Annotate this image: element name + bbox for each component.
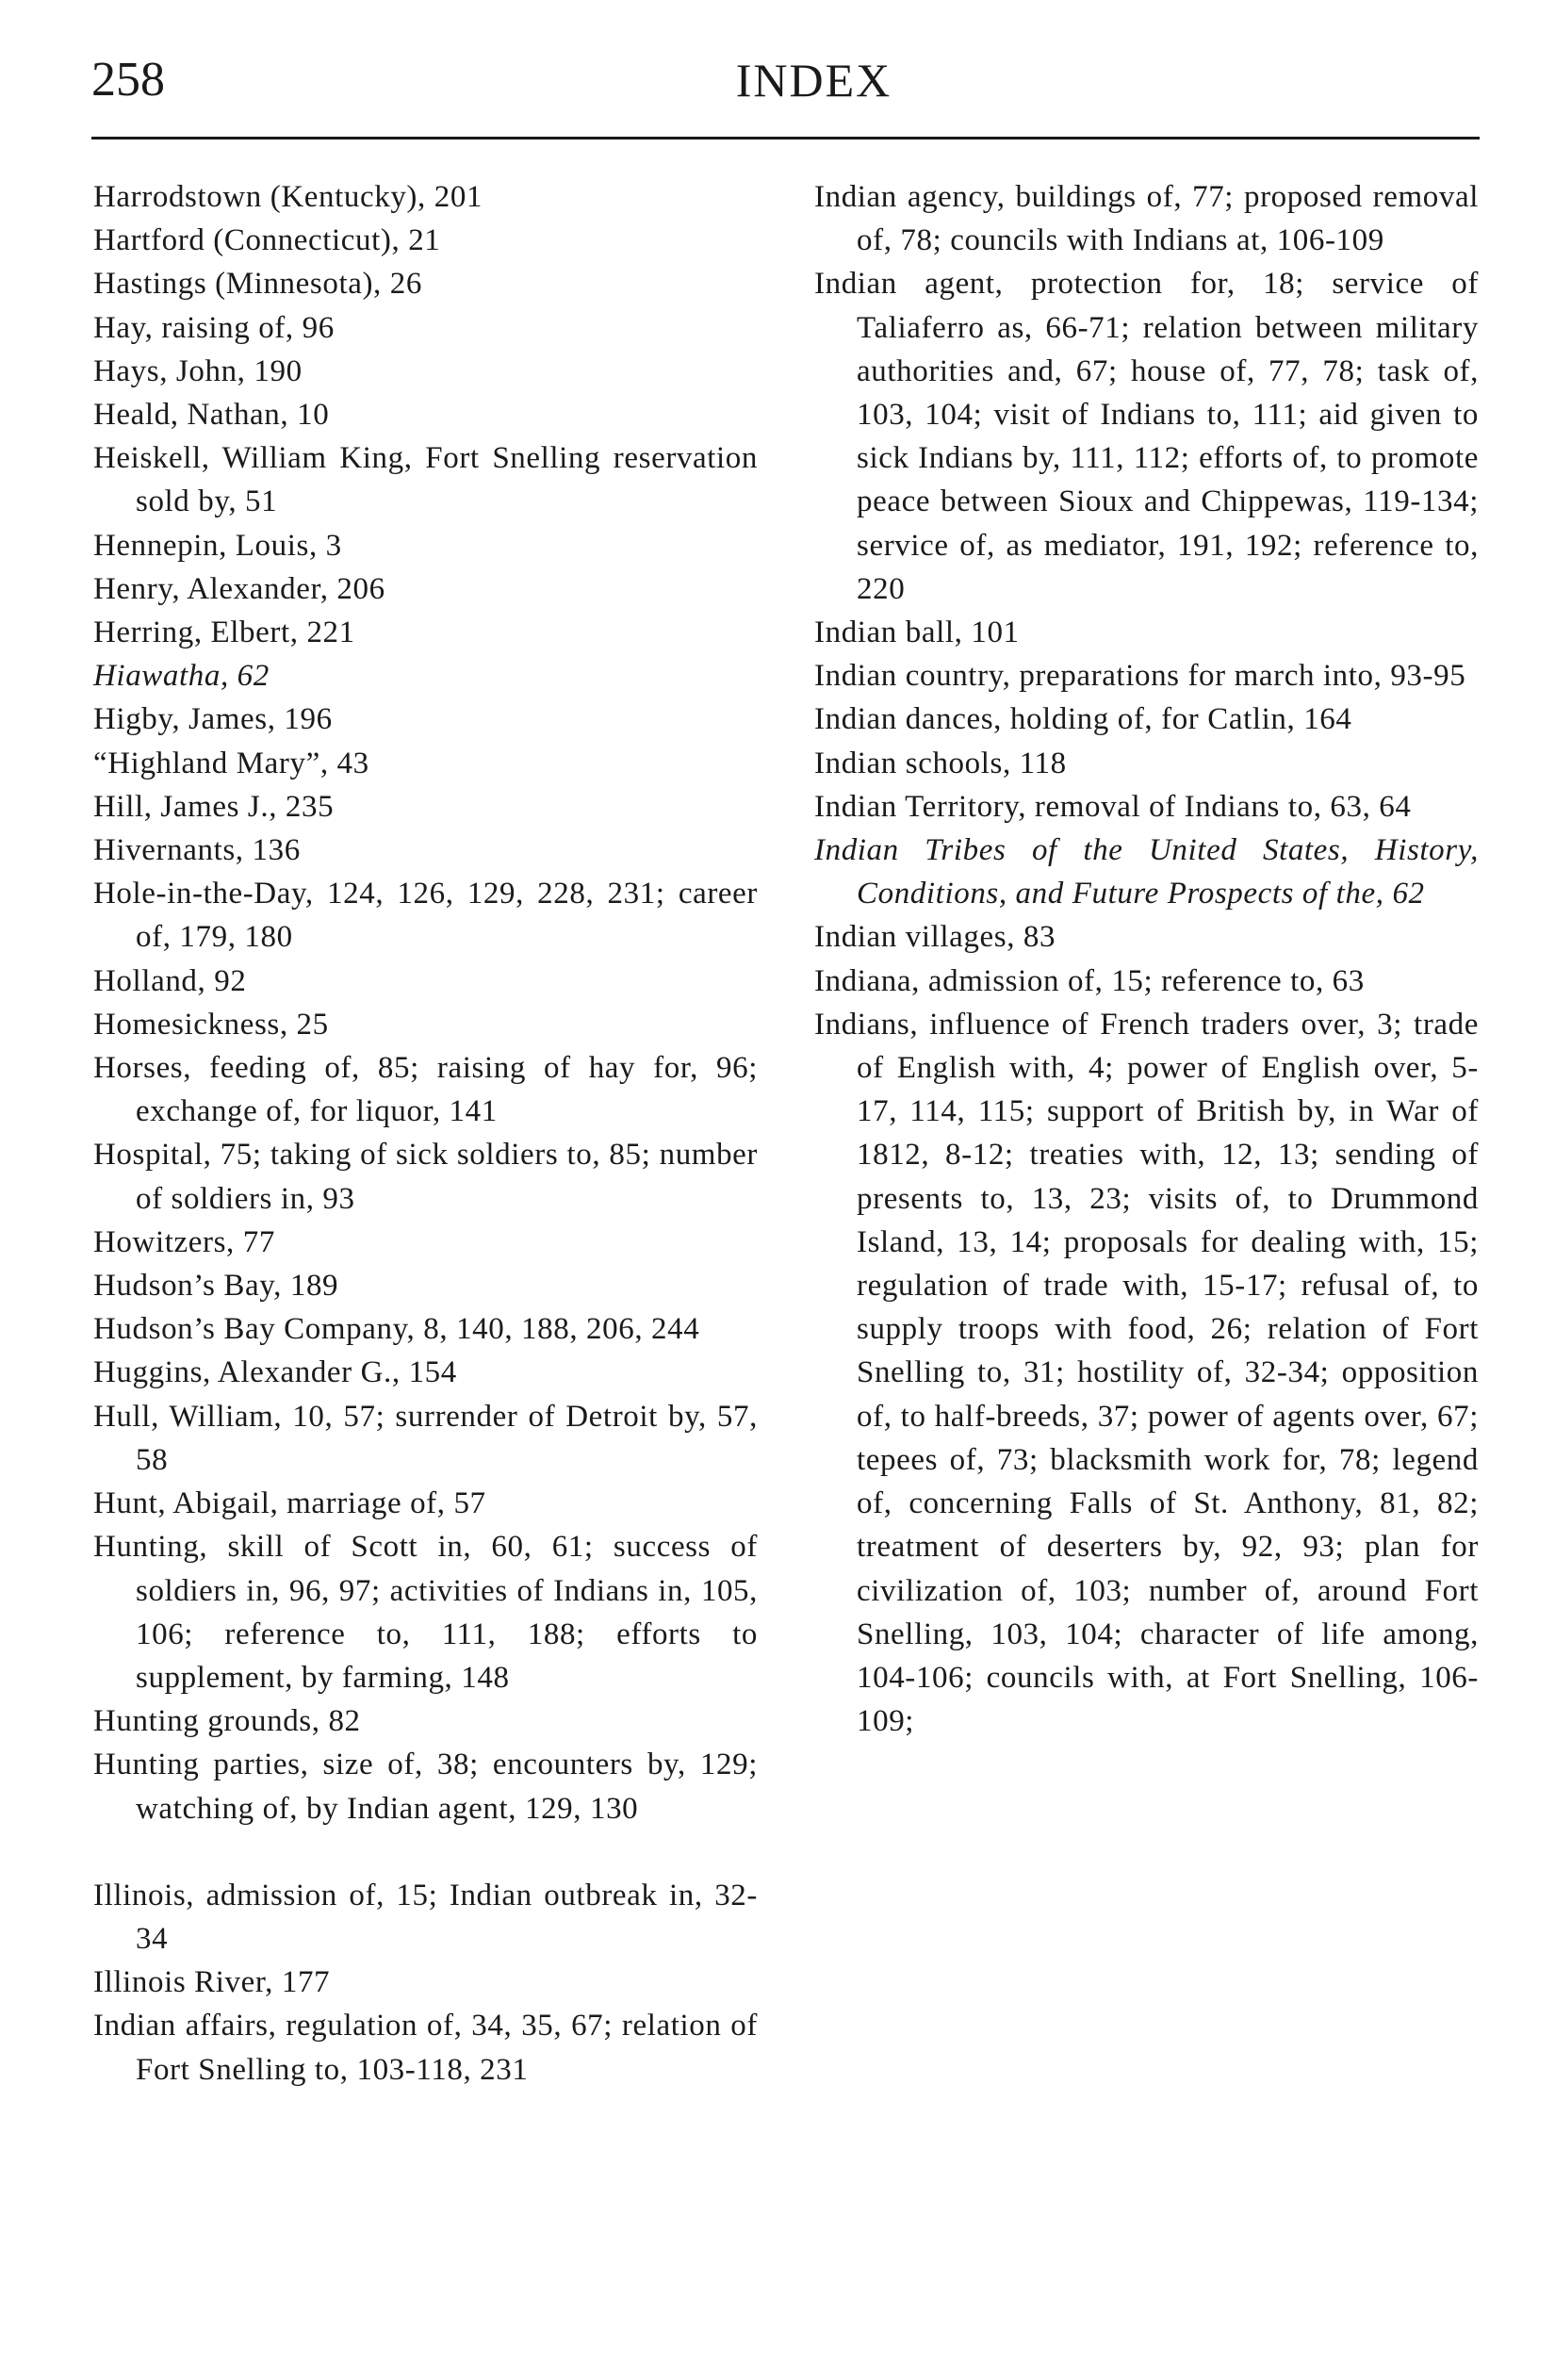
index-entry: Hastings (Minnesota), 26 xyxy=(93,267,422,302)
index-entry: Hull, William, 10, 57; surrender of Detroit by, 57, 58 xyxy=(93,1399,758,1477)
index-entry: Indians, influence of French traders over, 3; trade of English with, 4; power of English over, 5-17, 114, 115; support of British by, in War of 1812, 8-12; treaties with, 12, 13; sending of presents to, 13, 23; visits of, to Drummond Island, 13, 14; proposals for dealing with, 15; regulation of trade with, 15-17; refusal of, to supply troops with food, 26; relation of Fort Snelling to, 31; hostility of, 32-34; opposition of, to half-breeds, 37; power of agents over, 67; tepees of, 73; blacksmith work for, 78; legend of, concerning Falls of St. Anthony, 81, 82; treatment of deserters by, 92, 93; plan for civilization of, 103; number of, around Fort Snelling, 103, 104; character of life among, 104-106; councils with, at Fort Snelling, 106-109; xyxy=(814,1007,1479,1739)
index-entry: Hunting parties, size of, 38; encounters by, 129; watching of, by Indian agent, 129, 130 xyxy=(93,1748,758,1826)
index-entry: Indian Tribes of the United States, History, Conditions, and Future Prospects of the, 62 xyxy=(814,833,1479,911)
index-entry: Huggins, Alexander G., 154 xyxy=(93,1355,457,1390)
index-entry: Higby, James, 196 xyxy=(93,702,333,737)
index-entry: Howitzers, 77 xyxy=(93,1224,275,1259)
index-entry: Indian ball, 101 xyxy=(814,616,1020,650)
index-entry: Hospital, 75; taking of sick soldiers to, 85; number of soldiers in, 93 xyxy=(93,1138,758,1216)
page-number: 258 xyxy=(91,53,165,107)
index-entry: Hudson’s Bay, 189 xyxy=(93,1269,339,1304)
index-column-right xyxy=(814,175,1479,1743)
header-rule xyxy=(91,137,1480,140)
index-entry: Indian villages, 83 xyxy=(814,920,1056,955)
index-entry: Harrodstown (Kentucky), 201 xyxy=(93,180,483,214)
index-entry: Henry, Alexander, 206 xyxy=(93,571,385,606)
page-header xyxy=(91,47,1480,141)
index-entry: Hunt, Abigail, marriage of, 57 xyxy=(93,1486,486,1521)
index-entry: “Highland Mary”, 43 xyxy=(93,746,369,780)
index-entry: Hartford (Connecticut), 21 xyxy=(93,223,441,258)
index-entry: Hole-in-the-Day, 124, 126, 129, 228, 231; career of, 179, 180 xyxy=(93,877,758,955)
index-entry: Hill, James J., 235 xyxy=(93,789,335,824)
index-column-left xyxy=(93,175,758,2092)
index-entry: Heald, Nathan, 10 xyxy=(93,398,330,433)
index-entry: Horses, feeding of, 85; raising of hay for, 96; exchange of, for liquor, 141 xyxy=(93,1051,758,1129)
index-entry: Illinois River, 177 xyxy=(93,1965,331,2000)
index-entry: Hays, John, 190 xyxy=(93,353,303,388)
index-entry: Heiskell, William King, Fort Snelling reservation sold by, 51 xyxy=(93,441,758,519)
index-entry: Indiana, admission of, 15; reference to, 63 xyxy=(814,963,1365,998)
index-entry: Hivernants, 136 xyxy=(93,833,301,868)
index-entry: Holland, 92 xyxy=(93,963,247,998)
index-entry: Hunting grounds, 82 xyxy=(93,1704,361,1739)
index-entry: Indian agency, buildings of, 77; proposed removal of, 78; councils with Indians at, 106-109 xyxy=(814,180,1479,258)
index-entry: Hudson’s Bay Company, 8, 140, 188, 206, 244 xyxy=(93,1312,700,1347)
index-entry: Indian dances, holding of, for Catlin, 164 xyxy=(814,702,1352,737)
page-title: INDEX xyxy=(735,54,892,107)
index-entry: Indian Territory, removal of Indians to, 63, 64 xyxy=(814,789,1412,824)
index-entry: Indian schools, 118 xyxy=(814,746,1067,780)
index-entry: Homesickness, 25 xyxy=(93,1007,329,1042)
index-entry: Herring, Elbert, 221 xyxy=(93,616,355,650)
index-entry: Indian agent, protection for, 18; service of Taliaferro as, 66-71; relation between military authorities and, 67; house of, 77, 78; task of, 103, 104; visit of Indians to, 111; aid given to sick Indians by, 111, 112; efforts of, to promote peace between Sioux and Chippewas, 119-134; service of, as mediator, 191, 192; reference to, 220 xyxy=(814,267,1479,606)
index-entry: Illinois, admission of, 15; Indian outbreak in, 32-34 xyxy=(93,1878,758,1956)
index-entry: Indian country, preparations for march into, 93-95 xyxy=(814,659,1466,694)
index-entry: Hay, raising of, 96 xyxy=(93,310,335,345)
index-entry: Hennepin, Louis, 3 xyxy=(93,528,342,563)
index-entry: Hiawatha, 62 xyxy=(93,659,270,694)
index-entry: Indian affairs, regulation of, 34, 35, 67; relation of Fort Snelling to, 103-118, 231 xyxy=(93,2009,758,2087)
index-entry: Hunting, skill of Scott in, 60, 61; success of soldiers in, 96, 97; activities of Indians in, 105, 106; reference to, 111, 188; efforts to supplement, by farming, 148 xyxy=(93,1530,758,1695)
